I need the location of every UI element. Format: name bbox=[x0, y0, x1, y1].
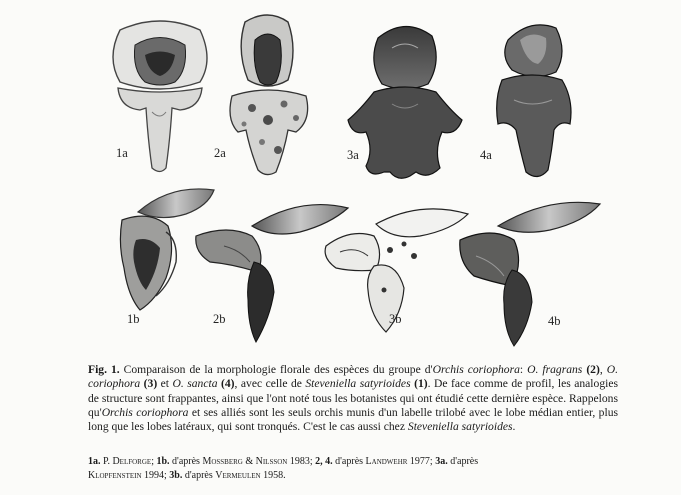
caption-text: et bbox=[157, 377, 173, 391]
label-2a: 2a bbox=[214, 146, 226, 160]
credit-author: Vermeulen bbox=[215, 469, 261, 481]
caption-species: Orchis coriophora bbox=[101, 405, 189, 419]
caption-text: . De face comme de profil, les analogies de structure sont frappantes, ainsi que l'ont noté tous les botanistes qui ont étudié cette dernière espèce. Rappelons qu' bbox=[88, 377, 619, 419]
credit-author: Klopfenstein bbox=[88, 469, 142, 481]
flower-2a-front bbox=[230, 15, 308, 175]
credit-text: d'après bbox=[332, 456, 366, 467]
credit-label: 1b. bbox=[156, 456, 170, 467]
caption-fig-label: Fig. 1. bbox=[88, 363, 120, 376]
caption-species: O. sancta bbox=[172, 377, 218, 391]
caption-species: Steveniella satyrioides bbox=[305, 377, 411, 391]
credit-text: 1983; bbox=[287, 456, 316, 467]
figure-credits bbox=[88, 455, 618, 482]
caption-species: Orchis coriophora bbox=[432, 363, 520, 376]
credit-label: 3b. bbox=[169, 469, 183, 481]
credit-text: ; bbox=[151, 456, 157, 467]
label-2b: 2b bbox=[213, 312, 226, 326]
caption-species: O. coriophora bbox=[88, 363, 619, 391]
credit-author: Mossberg & Nilsson bbox=[202, 456, 288, 467]
caption-species: Steveniella satyrioides bbox=[407, 420, 513, 434]
caption-number: (1) bbox=[414, 377, 428, 391]
caption-text: Comparaison de la morphologie florale des espèces du groupe d' bbox=[119, 363, 433, 376]
flower-4a-front bbox=[497, 25, 571, 177]
caption-number: (2) bbox=[586, 363, 600, 376]
caption-text: , avec celle de bbox=[234, 377, 306, 391]
credit-text: d'après bbox=[169, 456, 203, 467]
credit-text: d'après bbox=[182, 469, 216, 481]
credit-text: d'après bbox=[447, 456, 479, 467]
caption-text: et ses alliés sont les seuls orchis munis d'un labelle trilobé avec le lobe médian entier, plus long que les lobes latéraux, qui sont tronqués. C'est le cas aussi chez bbox=[88, 405, 618, 434]
label-1a: 1a bbox=[116, 146, 128, 160]
caption-species: O. fragrans bbox=[527, 363, 583, 376]
flower-3a-front bbox=[348, 26, 462, 178]
caption-text: : bbox=[519, 363, 524, 376]
credit-label: 1a. bbox=[88, 456, 101, 467]
caption-number: (3) bbox=[143, 377, 158, 391]
label-1b: 1b bbox=[127, 312, 140, 326]
caption-text: . bbox=[512, 420, 516, 434]
credit-label: 3a. bbox=[435, 456, 448, 467]
credit-label: 2, 4. bbox=[315, 456, 333, 467]
caption-number: (4) bbox=[221, 377, 235, 391]
caption-text: , bbox=[599, 363, 607, 376]
credit-text: 1958. bbox=[260, 469, 286, 481]
label-4a: 4a bbox=[480, 148, 492, 162]
credit-text: 1994; bbox=[141, 469, 170, 481]
flower-4b-side bbox=[460, 202, 600, 346]
figure-caption bbox=[88, 363, 618, 434]
label-3a: 3a bbox=[347, 148, 359, 162]
credit-author: P. Delforge bbox=[103, 456, 152, 467]
credit-author: Landwehr bbox=[365, 456, 408, 467]
credit-text: 1977; bbox=[407, 456, 436, 467]
label-3b: 3b bbox=[389, 312, 402, 326]
label-4b: 4b bbox=[548, 314, 561, 328]
